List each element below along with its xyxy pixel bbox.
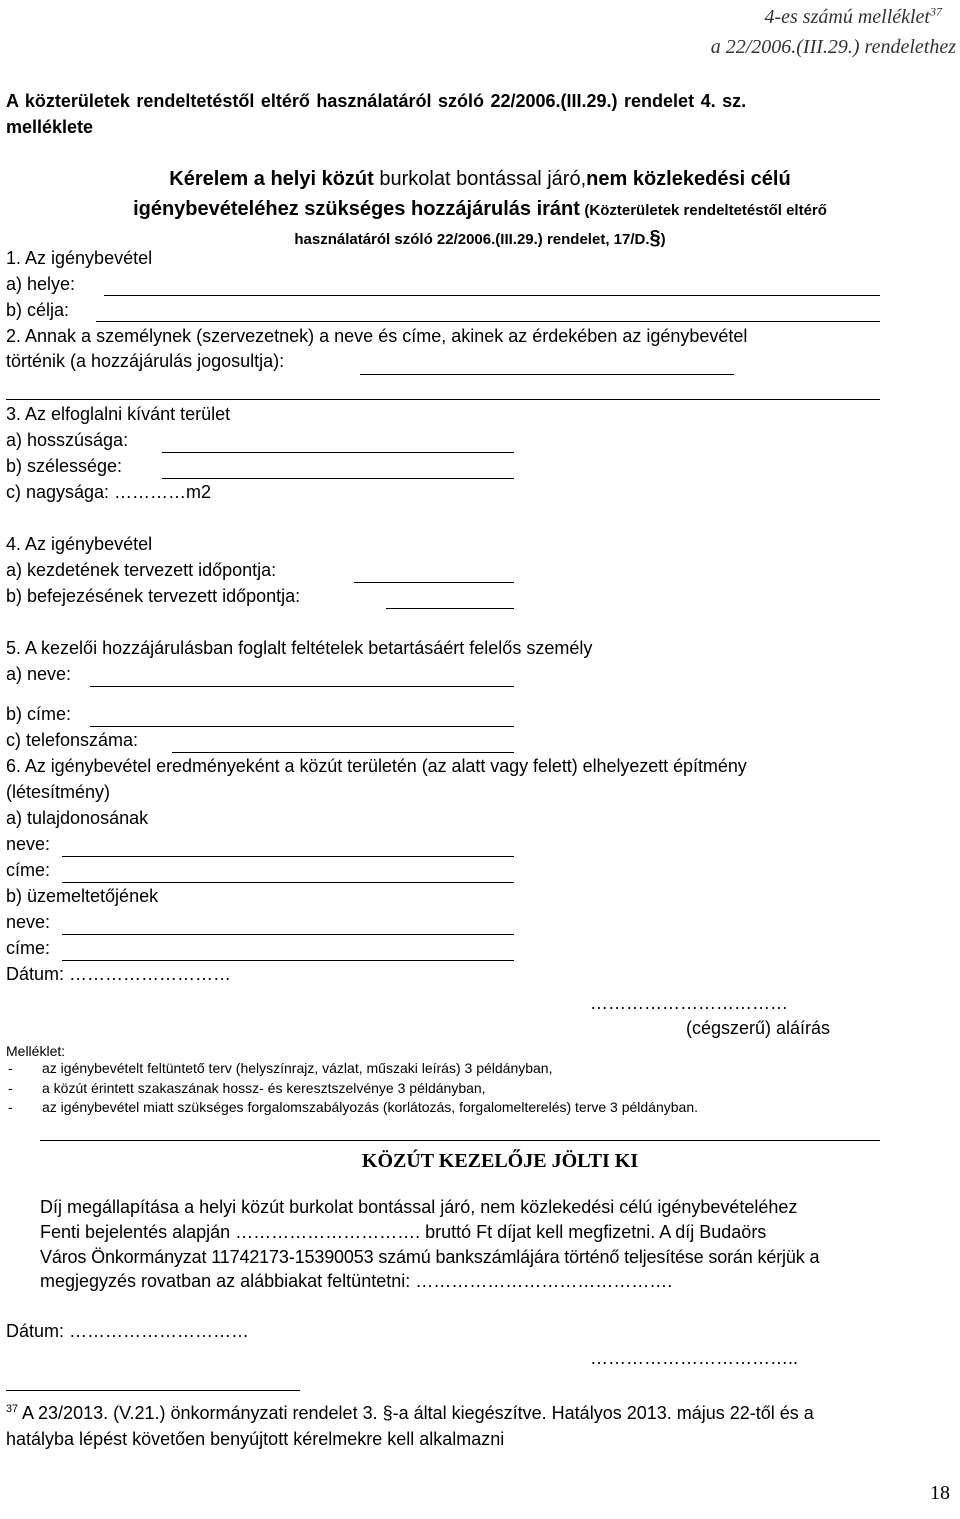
title-bold-part-2: nem közlekedési célú: [586, 168, 791, 190]
applicant-signature-dots: ……………………………: [590, 993, 788, 1013]
admin-section-title: KÖZÚT KEZELŐJE JÖLTI KI: [361, 1150, 639, 1172]
fee-paragraph-line2: Fenti bejelentés alapján …………………………. bruttó Ft díjat kell megfizetni. A díj Budaörs: [40, 1222, 767, 1242]
owner-address-label: címe:: [6, 860, 51, 880]
responsible-address-field[interactable]: [90, 705, 514, 727]
annex-reference-line1: [764, 6, 942, 28]
attachment-dash: -: [8, 1099, 13, 1115]
section4-title: 4. Az igénybevétel: [6, 534, 153, 554]
title-bold-part: Kérelem a helyi közút: [169, 168, 380, 190]
fee-paragraph-line1: Díj megállapítása a helyi közút burkolat bontással járó, nem közlekedési célú igénybevételéhez: [40, 1197, 798, 1217]
annex-footnote-mark: 37: [930, 4, 942, 19]
operator-name-label: neve:: [6, 912, 51, 932]
footnote-number: 37: [6, 1403, 19, 1415]
operator-address-label: címe:: [6, 938, 51, 958]
owner-name-field[interactable]: [62, 835, 514, 857]
responsible-name-field[interactable]: [90, 665, 514, 687]
responsible-phone-field[interactable]: [172, 731, 514, 753]
title-normal-part: burkolat bontással járó,: [379, 168, 587, 190]
title-main: igénybevételéhez szükséges hozzájárulás iránt: [133, 198, 580, 220]
title-small: (Közterületek rendeltetéstől eltérő: [584, 202, 827, 219]
start-date-field[interactable]: [354, 561, 514, 583]
form-title-line1: [0, 168, 960, 190]
attachments-label: Melléklet:: [6, 1043, 66, 1059]
title-legal-close: ): [660, 231, 666, 248]
section2-line1: 2. Annak a személynek (szervezetnek) a neve és címe, akinek az érdekében az igénybevétel: [6, 326, 748, 346]
attachment-dash: -: [8, 1060, 13, 1076]
usage-purpose-label: b) célja:: [6, 300, 70, 320]
title-legal-ref: használatáról szóló 22/2006.(III.29.) rendelet, 17/D.: [294, 231, 650, 248]
section6-line2: (létesítmény): [6, 782, 111, 802]
applicant-date: Dátum: ………………………: [6, 964, 232, 984]
responsible-phone-label: c) telefonszáma:: [6, 730, 139, 750]
fee-paragraph-line3: Város Önkormányzat 11742173-15390053 számú bankszámlájára történő teljesítése során kérjük a: [40, 1247, 820, 1267]
permit-holder-field[interactable]: [360, 352, 734, 375]
annex-reference-text: 4-es számú melléklet: [764, 6, 930, 28]
footnote-line2: hatályba lépést követően benyújtott kérelmekre kell alkalmazni: [6, 1429, 505, 1449]
section3-title: 3. Az elfoglalni kívánt terület: [6, 404, 231, 424]
document-heading-line2: melléklete: [6, 117, 94, 137]
area-size-label: c) nagysága: …………m2: [6, 482, 212, 502]
operator-address-field[interactable]: [62, 939, 514, 961]
footnote-text: A 23/2013. (V.21.) önkormányzati rendelet 3. §-a által kiegészítve. Hatályos 2013. május 22-től és a: [18, 1403, 814, 1423]
section1-title: 1. Az igénybevétel: [6, 248, 153, 268]
fee-paragraph-line4: megjegyzés rovatban az alábbiakat feltüntetni: …………………………………….: [40, 1271, 673, 1291]
operator-name-field[interactable]: [62, 913, 514, 935]
section5-title: 5. A kezelői hozzájárulásban foglalt feltételek betartásáért felelős személy: [6, 638, 593, 658]
end-date-label: b) befejezésének tervezett időpontja:: [6, 586, 301, 606]
attachment-item: az igénybevétel miatt szükséges forgalomszabályozás (korlátozás, forgalomelterelés) terve 3 példányban.: [42, 1099, 699, 1115]
usage-purpose-field[interactable]: [96, 301, 880, 322]
section2-line2: történik (a hozzájárulás jogosultja):: [6, 351, 285, 371]
area-width-label: b) szélessége:: [6, 456, 123, 476]
admin-signature-dots: ……………………………..: [590, 1348, 799, 1368]
operator-title: b) üzemeltetőjének: [6, 886, 159, 906]
area-width-field[interactable]: [162, 457, 514, 479]
attachment-item: a közút érintett szakaszának hossz- és keresztszelvénye 3 példányban,: [42, 1080, 486, 1096]
page-number: 18: [930, 1482, 950, 1504]
responsible-name-label: a) neve:: [6, 664, 72, 684]
form-title-line2: [0, 198, 960, 220]
usage-location-label: a) helye:: [6, 274, 76, 294]
attachment-dash: -: [8, 1080, 13, 1096]
start-date-label: a) kezdetének tervezett időpontja:: [6, 560, 277, 580]
section6-line1: 6. Az igénybevétel eredményeként a közút területén (az alatt vagy felett) elhelyezett építmény: [6, 756, 747, 776]
footnote-separator: [6, 1370, 300, 1391]
area-length-label: a) hosszúsága:: [6, 430, 129, 450]
applicant-signature-label: (cégszerű) aláírás: [686, 1018, 831, 1038]
end-date-field[interactable]: [386, 587, 514, 609]
responsible-address-label: b) címe:: [6, 704, 72, 724]
footnote-line1: [6, 1404, 814, 1424]
owner-address-field[interactable]: [62, 861, 514, 883]
admin-date: Dátum: …………………………: [6, 1321, 250, 1341]
permit-holder-field-2[interactable]: [6, 378, 880, 400]
form-title-line3: [0, 227, 960, 249]
area-length-field[interactable]: [162, 431, 514, 453]
admin-separator-line: [40, 1120, 880, 1141]
owner-name-label: neve:: [6, 834, 51, 854]
section-sign: §: [649, 227, 661, 249]
owner-title: a) tulajdonosának: [6, 808, 149, 828]
annex-reference-line2: a 22/2006.(III.29.) rendelethez: [710, 36, 956, 58]
usage-location-field[interactable]: [104, 275, 880, 296]
document-heading-line1: A közterületek rendeltetéstől eltérő használatáról szóló 22/2006.(III.29.) rendelet 4. sz.: [6, 91, 747, 111]
attachment-item: az igénybevételt feltüntető terv (helyszínrajz, vázlat, műszaki leírás) 3 példányban,: [42, 1060, 553, 1076]
